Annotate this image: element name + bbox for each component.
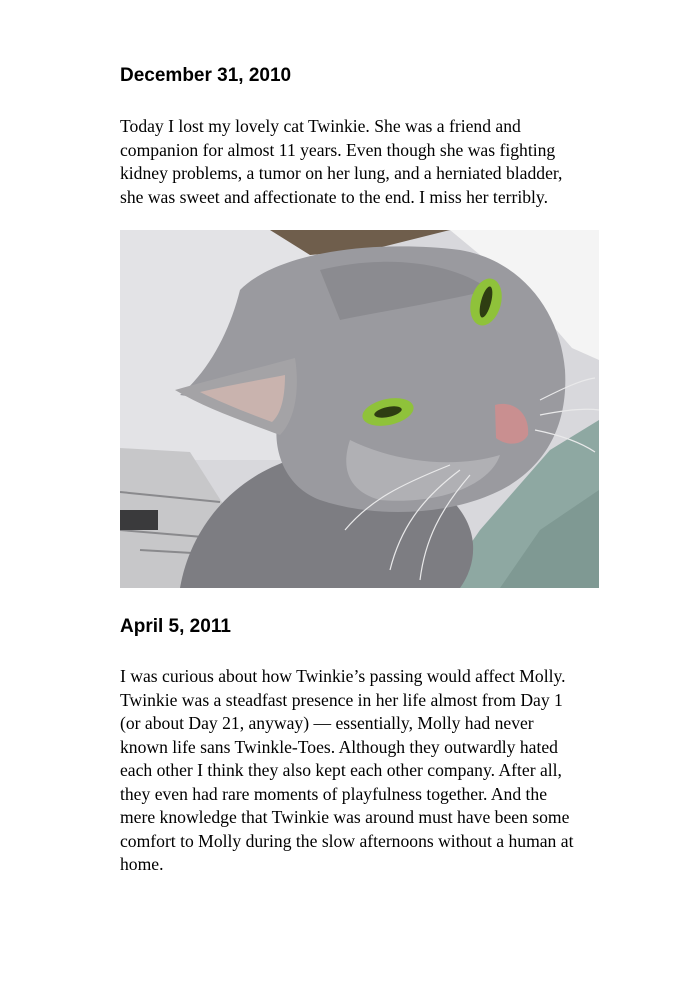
text-line: I was curious about how Twinkie’s passing would affect Molly. (120, 666, 566, 686)
text-line: she was sweet and affectionate to the end. I miss her terribly. (120, 186, 548, 207)
text-line: kidney problems, a tumor on her lung, and a herniated bladder, (120, 163, 563, 183)
text-line: known life sans Twinkle-Toes. Although they outwardly hated (120, 736, 558, 757)
text-line: Today I lost my lovely cat Twinkie. She was a friend and (120, 116, 521, 136)
entry-text (120, 665, 650, 877)
text-line: home. (120, 854, 164, 874)
text-line: comfort to Molly during the slow afternoons without a human at (120, 830, 574, 851)
text-line: they even had rare moments of playfulness together. And the (120, 783, 548, 804)
entry-date: April 5, 2011 (120, 616, 231, 637)
cat-photo (120, 230, 599, 588)
entry-text (120, 115, 650, 209)
text-line: mere knowledge that Twinkie was around must have been some (120, 807, 570, 827)
text-line: each other I think they also kept each other company. After all, (120, 760, 562, 780)
text-line: Twinkie was a steadfast presence in her life almost from Day 1 (120, 689, 563, 710)
entry-date: December 31, 2010 (120, 65, 292, 86)
text-line: (or about Day 21, anyway) — essentially, Molly had never (120, 713, 534, 733)
text-line: companion for almost 11 years. Even though she was fighting (120, 139, 556, 160)
